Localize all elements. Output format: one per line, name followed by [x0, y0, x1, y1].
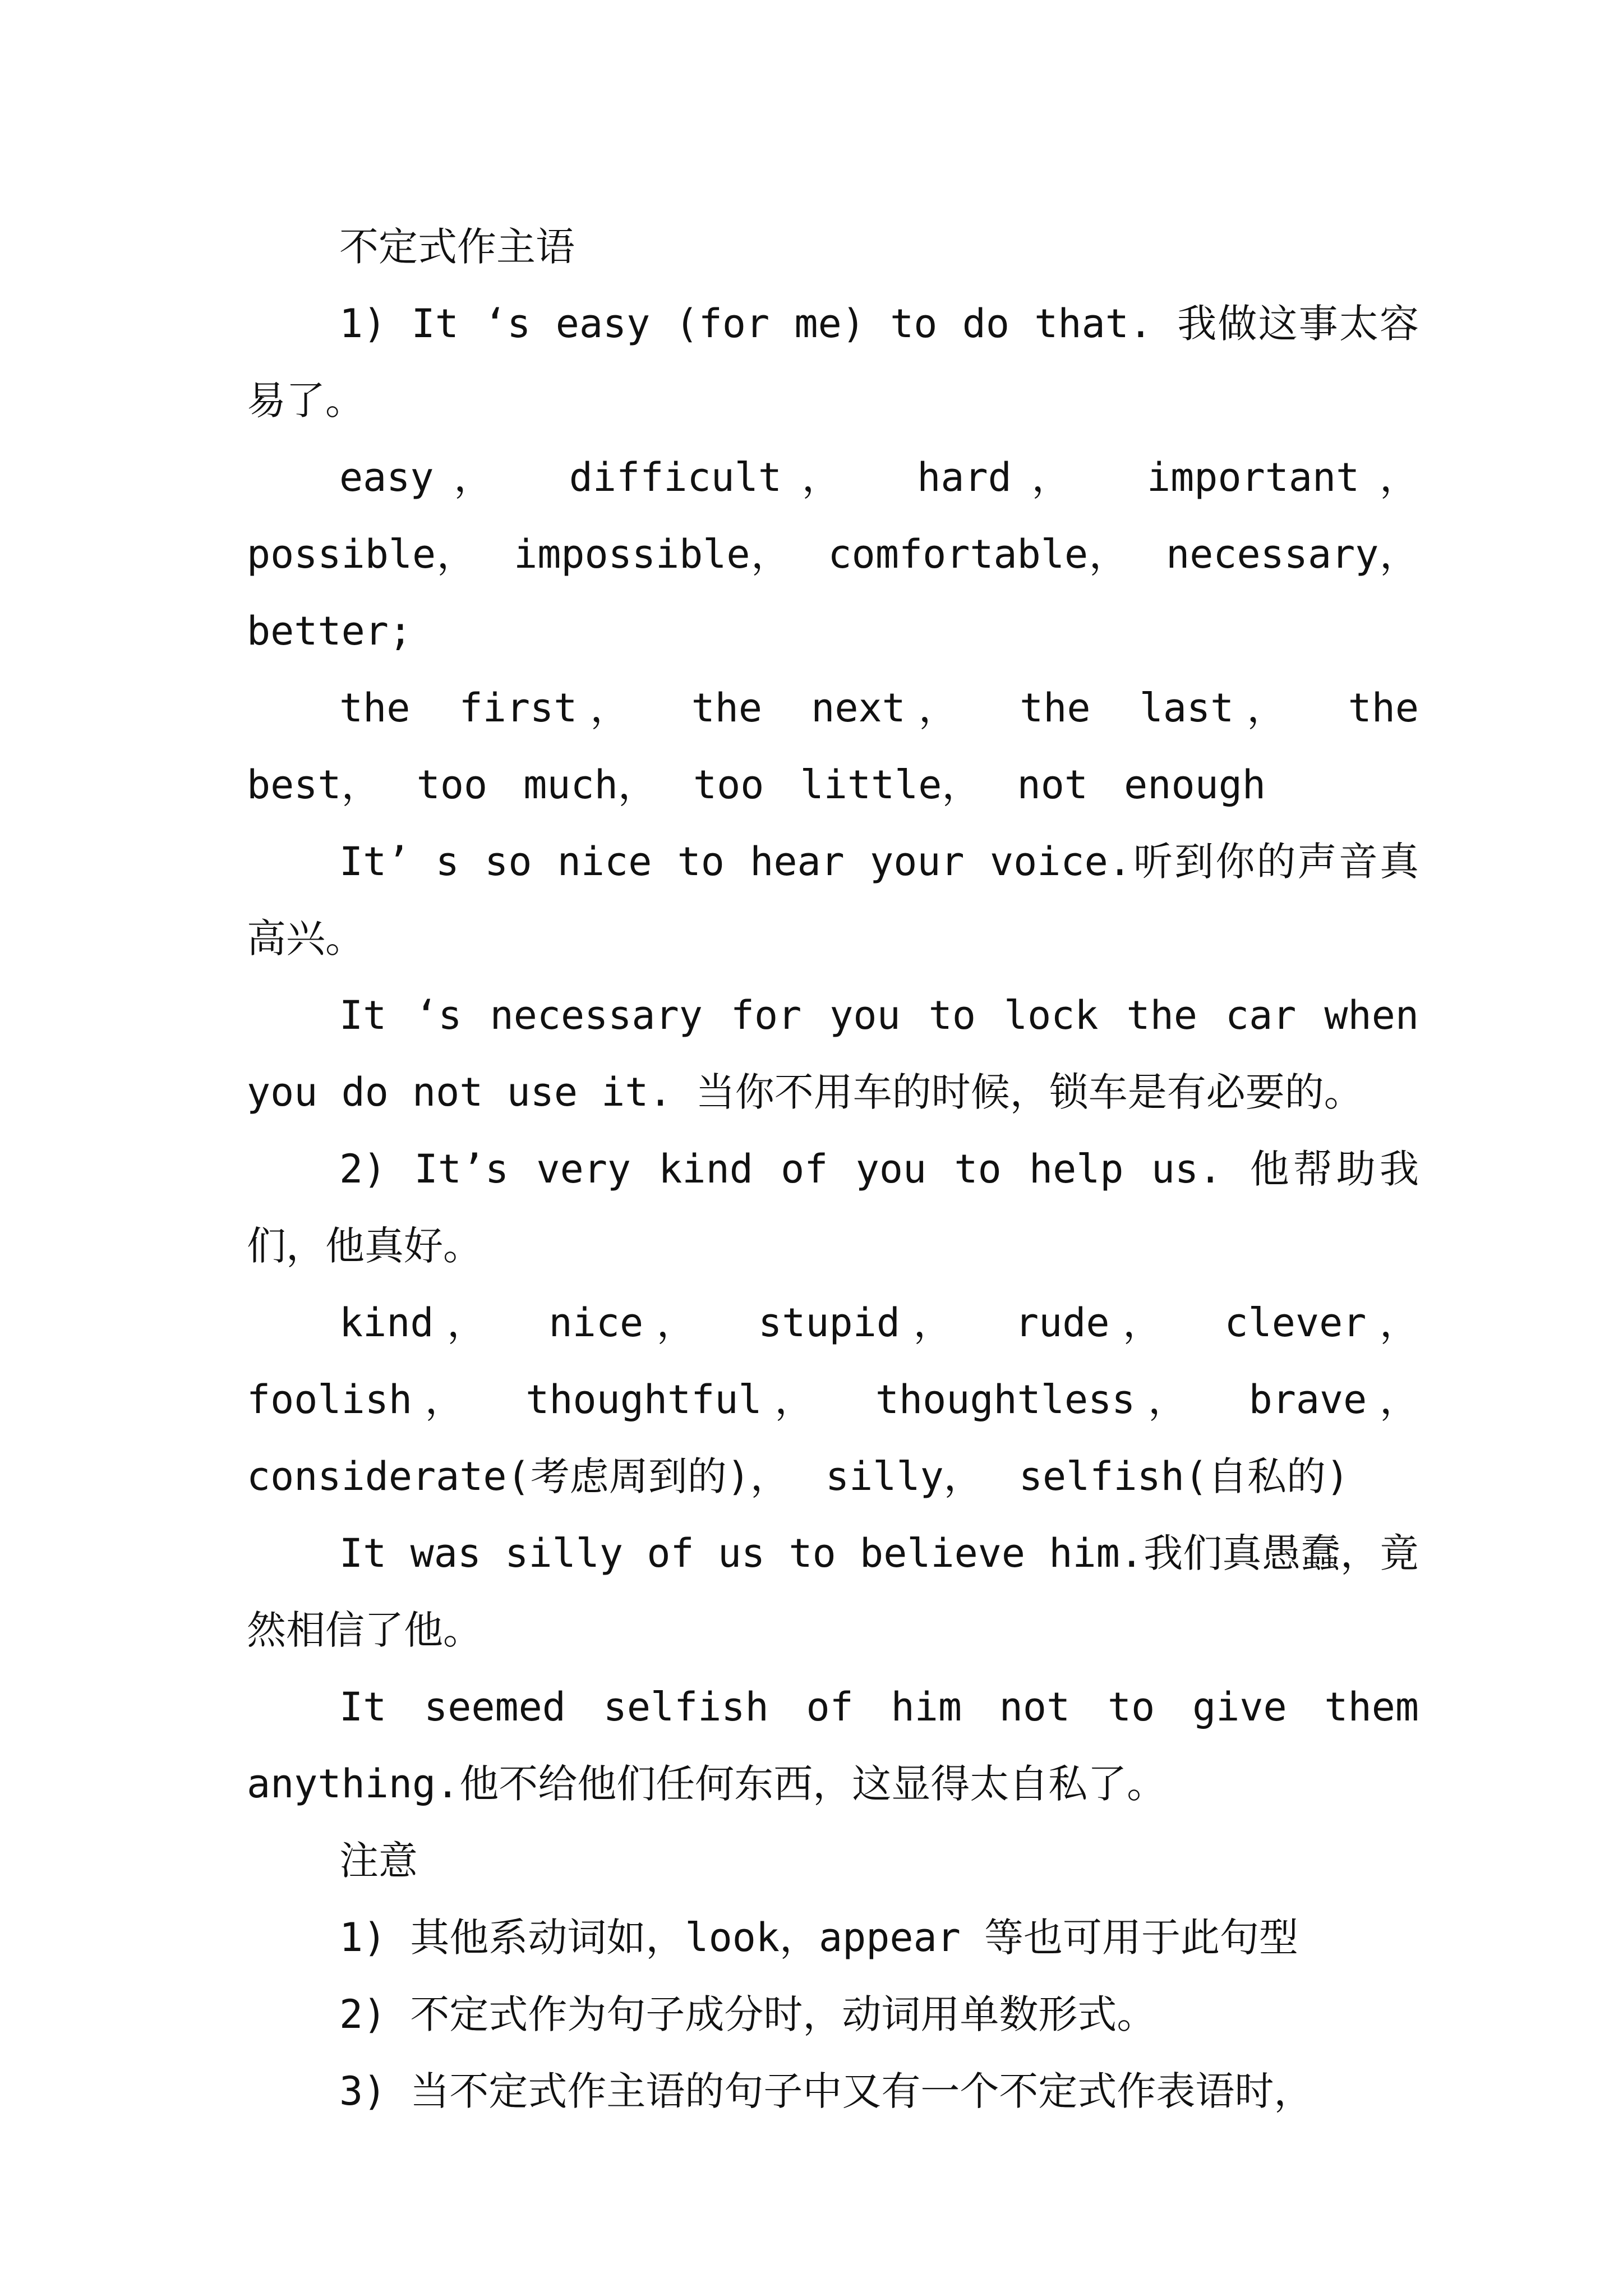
example-sentence-5: It was silly of us to believe him.我们真愚蠢，竟然相信了他。	[247, 1530, 1419, 1653]
example-sentence-2: It’ s so nice to hear your voice.听到你的声音真高兴。	[247, 839, 1419, 961]
document-page	[247, 209, 1419, 2130]
adjective-list-2: the first， the next， the last， the best， too much， too little， not enough	[247, 685, 1419, 808]
note-item-1: 1) 其他系动词如，look，appear 等也可用于此句型	[339, 1915, 1299, 1961]
note-item-2: 2) 不定式作为句子成分时，动词用单数形式。	[339, 1991, 1156, 2037]
note-heading: 注意	[339, 1838, 418, 1884]
note-item-3: 3) 当不定式作主语的句子中又有一个不定式作表语时，	[339, 2068, 1313, 2114]
example-sentence-1: 1) It ‘s easy (for me) to do that. 我做这事太容易了。	[247, 301, 1419, 424]
section-heading: 不定式作主语	[339, 224, 575, 270]
example-sentence-4: 2) It’s very kind of you to help us. 他帮助我们，他真好。	[247, 1146, 1419, 1269]
example-sentence-3: It ‘s necessary for you to lock the car when you do not use it. 当你不用车的时候，锁车是有必要的。	[247, 992, 1419, 1115]
adjective-list-3: kind， nice， stupid， rude， clever， foolish， thoughtful， thoughtless， brave， considerate(考虑周到的)， silly， selfish(自私的)	[247, 1300, 1419, 1499]
adjective-list-1: easy， difficult， hard， important， possible， impossible， comfortable， necessary， better;	[247, 454, 1419, 654]
example-sentence-6: It seemed selfish of him not to give them anything.他不给他们任何东西，这显得太自私了。	[247, 1684, 1419, 1807]
